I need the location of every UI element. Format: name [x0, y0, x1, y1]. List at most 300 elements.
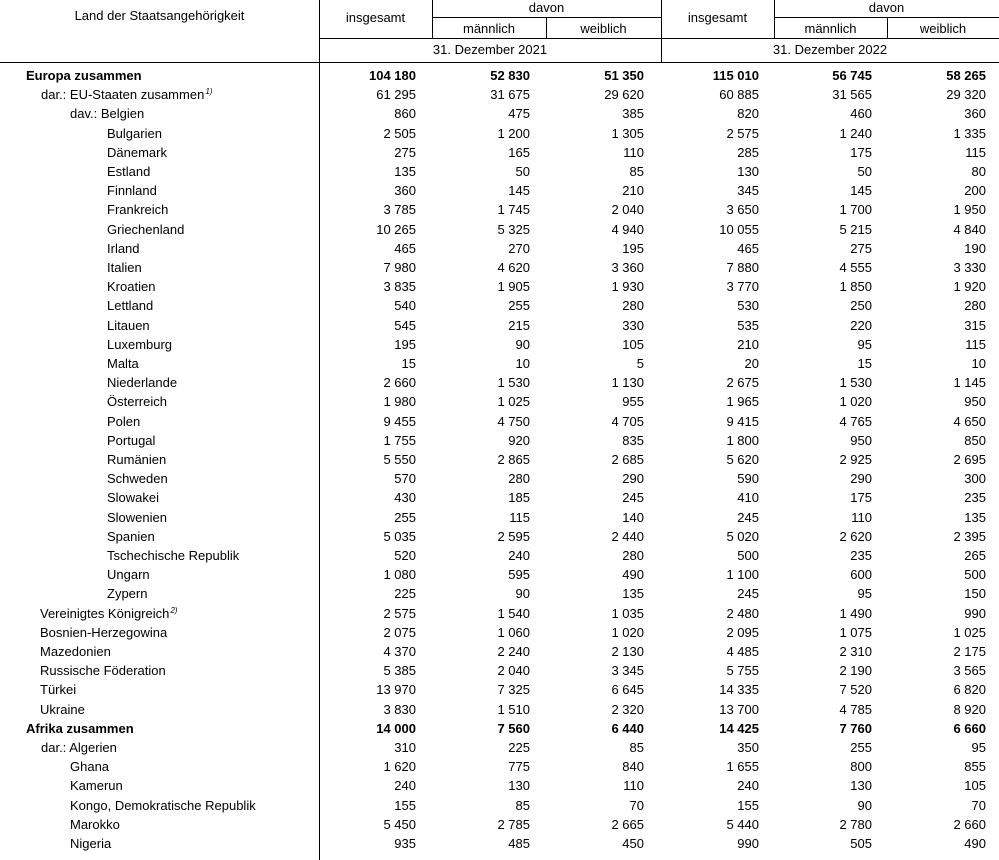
row-label [107, 258, 142, 277]
row-label-text: Griechenland [107, 221, 185, 237]
table-cell: 5 [636, 356, 644, 371]
row-label [40, 642, 111, 661]
table-cell: 1 035 [611, 605, 644, 621]
table-cell: 505 [850, 836, 872, 851]
row-label-text: Luxemburg [107, 336, 173, 352]
row-label [70, 815, 120, 834]
table-cell: 2 320 [611, 701, 644, 717]
table-cell: 570 [394, 471, 416, 487]
row-label-text: Tschechische Republik [107, 548, 240, 563]
column-header-maennlich-2022: männlich [804, 21, 857, 36]
table-cell: 3 330 [953, 260, 986, 275]
row-label [26, 719, 134, 738]
table-cell: 140 [622, 509, 644, 525]
table-cell: 1 130 [611, 375, 644, 391]
table-cell: 50 [857, 164, 872, 179]
row-label [107, 431, 155, 450]
table-cell: 210 [622, 183, 644, 199]
table-cell: 150 [964, 586, 986, 602]
table-cell: 1 530 [497, 375, 530, 391]
column-header-maennlich-2021: männlich [462, 21, 516, 36]
footnote-marker: 2) [170, 605, 178, 615]
table-cell: 80 [971, 164, 986, 179]
table-cell: 2 130 [611, 644, 644, 659]
row-label-text: Spanien [107, 528, 155, 544]
row-label [40, 700, 85, 719]
row-label-text: Frankreich [107, 202, 169, 218]
table-cell: 2 620 [839, 528, 872, 544]
table-cell: 800 [850, 759, 872, 775]
row-label-text: Estland [107, 164, 151, 179]
table-row [0, 392, 999, 411]
table-row [0, 584, 999, 603]
row-label [70, 776, 123, 795]
table-cell: 110 [623, 144, 644, 160]
table-cell: 1 020 [611, 624, 644, 640]
column-header-date-2021: 31. Dezember 2021 [432, 42, 548, 57]
row-label [107, 296, 153, 315]
table-cell: 8 920 [953, 701, 986, 717]
table-cell: 2 480 [726, 605, 759, 621]
row-label-text: Lettland [107, 298, 154, 314]
table-cell: 255 [508, 298, 530, 314]
table-cell: 1 800 [726, 432, 759, 448]
table-cell: 520 [394, 548, 416, 563]
table-cell: 115 [965, 144, 986, 160]
table-cell: 85 [515, 797, 530, 813]
table-row [0, 162, 999, 181]
table-cell: 1 700 [839, 202, 872, 218]
table-row [0, 719, 999, 738]
table-row [0, 431, 999, 450]
table-cell: 290 [850, 471, 872, 487]
table-cell: 2 665 [611, 816, 644, 832]
table-cell: 58 265 [946, 68, 986, 83]
table-cell: 29 620 [604, 87, 644, 103]
table-cell: 330 [622, 317, 644, 333]
table-cell: 105 [964, 778, 986, 794]
table-row [0, 469, 999, 488]
table-cell: 1 335 [953, 125, 986, 141]
table-cell: 31 565 [832, 87, 872, 103]
table-cell: 70 [629, 797, 644, 813]
table-cell: 5 550 [383, 452, 416, 467]
table-cell: 595 [508, 567, 530, 583]
table-row [0, 316, 999, 335]
row-label [107, 220, 184, 239]
table-row [0, 527, 999, 546]
table-row [0, 296, 999, 315]
table-cell: 6 820 [953, 682, 986, 698]
row-label [107, 354, 139, 373]
column-header-weiblich-2022: weiblich [919, 21, 967, 36]
table-cell: 7 520 [839, 682, 872, 698]
table-cell: 1 980 [383, 394, 416, 410]
row-label [107, 584, 147, 603]
header-divider [774, 17, 999, 18]
table-cell: 1 100 [726, 567, 759, 583]
table-cell: 2 675 [726, 375, 759, 391]
table-cell: 1 540 [497, 605, 530, 621]
table-cell: 9 455 [383, 413, 416, 429]
table-cell: 5 035 [383, 528, 416, 544]
table-cell: 135 [964, 509, 986, 525]
row-label-text: Bulgarien [107, 125, 162, 141]
table-cell: 2 660 [383, 375, 416, 391]
table-cell: 50 [515, 164, 530, 179]
table-row [0, 661, 999, 680]
table-cell: 175 [850, 144, 872, 160]
table-cell: 5 755 [726, 663, 759, 679]
table-cell: 1 755 [383, 432, 416, 448]
row-label-text: dav.: Belgien [70, 106, 145, 122]
table-cell: 2 780 [839, 816, 872, 832]
table-cell: 290 [622, 471, 644, 487]
row-label-text: Italien [107, 260, 142, 275]
row-label-text: Portugal [107, 432, 156, 448]
table-cell: 1 620 [383, 759, 416, 775]
table-row [0, 796, 999, 815]
table-cell: 5 020 [726, 528, 759, 544]
table-cell: 1 530 [839, 375, 872, 391]
table-cell: 1 080 [383, 567, 416, 583]
row-label [40, 604, 177, 623]
table-cell: 235 [964, 490, 986, 506]
row-label [41, 85, 212, 104]
row-label [107, 316, 150, 335]
table-row [0, 815, 999, 834]
table-cell: 1 905 [497, 279, 530, 295]
row-label [107, 181, 157, 200]
table-cell: 7 325 [497, 682, 530, 698]
table-cell: 130 [508, 778, 530, 794]
table-row [0, 200, 999, 219]
table-cell: 1 930 [611, 279, 644, 295]
table-cell: 1 060 [497, 624, 530, 640]
table-cell: 1 145 [953, 375, 986, 391]
table-cell: 245 [737, 586, 759, 602]
row-label-text: Europa zusammen [26, 68, 142, 83]
table-cell: 460 [850, 106, 872, 122]
table-cell: 7 560 [497, 720, 530, 736]
row-label-text: Mazedonien [40, 644, 111, 659]
table-cell: 990 [964, 605, 986, 621]
table-cell: 920 [508, 432, 530, 448]
table-row [0, 335, 999, 354]
table-row [0, 412, 999, 431]
row-label-text: Ukraine [40, 701, 85, 717]
table-cell: 5 215 [839, 221, 872, 237]
table-cell: 490 [622, 567, 644, 583]
table-cell: 2 505 [383, 125, 416, 141]
table-cell: 90 [515, 336, 530, 352]
table-cell: 1 920 [953, 279, 986, 295]
table-cell: 10 [515, 356, 530, 371]
table-row [0, 354, 999, 373]
row-label-text: Afrika zusammen [26, 720, 134, 736]
table-cell: 90 [515, 586, 530, 602]
table-cell: 240 [394, 778, 416, 794]
table-cell: 1 950 [953, 202, 986, 218]
table-cell: 220 [850, 317, 872, 333]
table-cell: 5 385 [383, 663, 416, 679]
row-label-text: Nigeria [70, 836, 112, 851]
table-cell: 85 [629, 164, 644, 179]
table-row [0, 450, 999, 469]
table-cell: 115 010 [712, 68, 759, 83]
table-cell: 4 940 [611, 221, 644, 237]
table-row [0, 757, 999, 776]
row-label [70, 757, 109, 776]
table-cell: 950 [850, 432, 872, 448]
table-cell: 4 785 [839, 701, 872, 717]
table-cell: 14 000 [376, 720, 416, 736]
row-label [107, 508, 167, 527]
table-cell: 2 395 [953, 528, 986, 544]
table-row [0, 834, 999, 853]
table-cell: 600 [850, 567, 872, 583]
table-cell: 1 745 [497, 202, 530, 218]
table-cell: 245 [737, 509, 759, 525]
table-cell: 5 450 [383, 816, 416, 832]
table-cell: 385 [622, 106, 644, 122]
row-label-text: Österreich [107, 394, 167, 410]
row-label [107, 412, 140, 431]
table-cell: 955 [622, 394, 644, 410]
table-cell: 95 [971, 740, 986, 755]
table-cell: 130 [737, 164, 759, 179]
table-cell: 135 [394, 164, 416, 179]
table-cell: 2 440 [611, 528, 644, 544]
row-label [107, 469, 168, 488]
table-cell: 535 [737, 317, 759, 333]
table-cell: 2 095 [726, 624, 759, 640]
column-header-weiblich-2021: weiblich [580, 21, 627, 36]
table-cell: 29 320 [946, 87, 986, 103]
table-row [0, 508, 999, 527]
table-cell: 500 [964, 567, 986, 583]
table-cell: 13 700 [719, 701, 759, 717]
table-cell: 1 510 [497, 701, 530, 717]
table-cell: 280 [622, 548, 644, 563]
table-cell: 235 [850, 548, 872, 563]
table-cell: 3 770 [726, 279, 759, 295]
table-cell: 350 [737, 740, 759, 755]
table-cell: 2 695 [953, 452, 986, 467]
table-row [0, 373, 999, 392]
row-label-text: Finnland [107, 183, 157, 199]
table-cell: 135 [622, 586, 644, 602]
table-cell: 10 265 [376, 221, 416, 237]
table-row [0, 546, 999, 565]
table-cell: 485 [508, 836, 530, 851]
table-cell: 6 645 [611, 682, 644, 698]
row-label [41, 738, 117, 757]
table-cell: 840 [622, 759, 644, 775]
table-cell: 530 [737, 298, 759, 314]
row-label [107, 546, 239, 565]
table-cell: 2 685 [611, 452, 644, 467]
table-cell: 3 835 [383, 279, 416, 295]
table-cell: 4 650 [953, 413, 986, 429]
column-header-davon-2022: davon [868, 0, 905, 15]
row-label-text: Slowakei [107, 490, 160, 506]
table-cell: 250 [850, 298, 872, 314]
table-cell: 110 [623, 778, 644, 794]
table-cell: 430 [394, 490, 416, 506]
table-cell: 990 [737, 836, 759, 851]
table-cell: 1 025 [497, 394, 530, 410]
table-cell: 95 [857, 336, 872, 352]
row-label [107, 527, 155, 546]
table-cell: 5 325 [497, 221, 530, 237]
header-divider [0, 62, 999, 63]
table-cell: 130 [850, 778, 872, 794]
row-label [40, 661, 166, 680]
table-cell: 4 765 [839, 413, 872, 429]
table-cell: 20 [744, 356, 759, 371]
row-label [107, 450, 166, 469]
table-cell: 190 [964, 240, 986, 256]
table-cell: 4 840 [953, 221, 986, 237]
table-cell: 10 [971, 356, 986, 371]
table-cell: 490 [964, 836, 986, 851]
table-cell: 1 020 [839, 394, 872, 410]
table-cell: 2 040 [611, 202, 644, 218]
table-cell: 14 335 [719, 682, 759, 698]
table-row [0, 143, 999, 162]
table-cell: 280 [622, 298, 644, 314]
table-cell: 3 345 [611, 663, 644, 679]
table-cell: 95 [857, 586, 872, 602]
row-label-text: Bosnien-Herzegowina [40, 624, 168, 640]
table-cell: 345 [737, 183, 759, 199]
table-cell: 2 075 [383, 624, 416, 640]
row-label-text: Kamerun [70, 778, 123, 794]
row-label [107, 239, 140, 258]
table-cell: 4 370 [383, 644, 416, 659]
row-label-text: Slowenien [107, 509, 167, 525]
table-row [0, 124, 999, 143]
table-row [0, 623, 999, 642]
table-cell: 3 360 [611, 260, 644, 275]
row-label [107, 143, 167, 162]
table-cell: 1 075 [839, 624, 872, 640]
table-cell: 6 660 [953, 720, 986, 736]
table-cell: 265 [964, 548, 986, 563]
row-label-text: Türkei [40, 682, 77, 698]
table-cell: 465 [394, 240, 416, 256]
table-cell: 195 [622, 240, 644, 256]
table-cell: 4 485 [726, 644, 759, 659]
table-cell: 280 [964, 298, 986, 314]
table-cell: 90 [857, 797, 872, 813]
table-cell: 155 [737, 797, 759, 813]
table-cell: 3 785 [383, 202, 416, 218]
table-cell: 545 [394, 317, 416, 333]
row-label-text: Malta [107, 356, 139, 371]
table-row [0, 738, 999, 757]
table-cell: 2 040 [497, 663, 530, 679]
table-cell: 280 [508, 471, 530, 487]
table-cell: 185 [508, 490, 530, 506]
table-cell: 275 [394, 144, 416, 160]
table-cell: 2 865 [497, 452, 530, 467]
table-cell: 285 [737, 144, 759, 160]
table-cell: 61 295 [376, 87, 416, 103]
table-cell: 245 [622, 490, 644, 506]
row-label [70, 834, 111, 853]
table-cell: 51 350 [604, 68, 644, 83]
table-cell: 1 965 [726, 394, 759, 410]
table-row [0, 700, 999, 719]
table-cell: 2 575 [383, 605, 416, 621]
table-cell: 240 [737, 778, 759, 794]
table-cell: 175 [850, 490, 872, 506]
row-label [26, 66, 142, 85]
row-label [70, 796, 256, 815]
row-label [107, 124, 162, 143]
row-label-text: Polen [107, 413, 141, 429]
table-cell: 3 830 [383, 701, 416, 717]
table-cell: 465 [737, 240, 759, 256]
table-cell: 145 [850, 183, 872, 199]
table-row [0, 642, 999, 661]
row-label-text: Kroatien [107, 279, 156, 295]
table-cell: 115 [965, 336, 986, 352]
table-cell: 410 [737, 490, 759, 506]
row-label-text: Irland [107, 240, 140, 256]
table-cell: 275 [850, 240, 872, 256]
table-cell: 1 305 [611, 125, 644, 141]
table-cell: 4 620 [497, 260, 530, 275]
table-cell: 1 655 [726, 759, 759, 775]
table-cell: 210 [737, 336, 759, 352]
header-divider [319, 38, 999, 39]
table-cell: 9 415 [726, 413, 759, 429]
table-row [0, 488, 999, 507]
table-cell: 2 595 [497, 528, 530, 544]
table-cell: 3 565 [953, 663, 986, 679]
table-cell: 2 175 [953, 644, 986, 659]
row-label-text: Schweden [107, 471, 168, 487]
row-label-text: Marokko [70, 816, 120, 832]
table-cell: 2 660 [953, 816, 986, 832]
row-label [40, 680, 76, 699]
table-cell: 225 [508, 740, 530, 755]
column-header-insgesamt-2021: insgesamt [345, 10, 406, 25]
table-cell: 110 [851, 509, 872, 525]
row-label [107, 335, 172, 354]
row-label-text: Russische Föderation [40, 663, 166, 679]
table-cell: 2 575 [726, 125, 759, 141]
table-cell: 10 055 [719, 221, 759, 237]
table-cell: 1 240 [839, 125, 872, 141]
table-row [0, 680, 999, 699]
table-cell: 155 [394, 797, 416, 813]
table-cell: 31 675 [490, 87, 530, 103]
table-cell: 255 [394, 509, 416, 525]
table-cell: 4 705 [611, 413, 644, 429]
table-cell: 13 970 [376, 682, 416, 698]
table-row [0, 181, 999, 200]
row-label-text: Niederlande [107, 375, 178, 391]
footnote-marker: 1) [205, 87, 213, 97]
table-cell: 240 [508, 548, 530, 563]
table-cell: 935 [394, 836, 416, 851]
row-label-text: Dänemark [107, 144, 167, 160]
table-cell: 4 555 [839, 260, 872, 275]
